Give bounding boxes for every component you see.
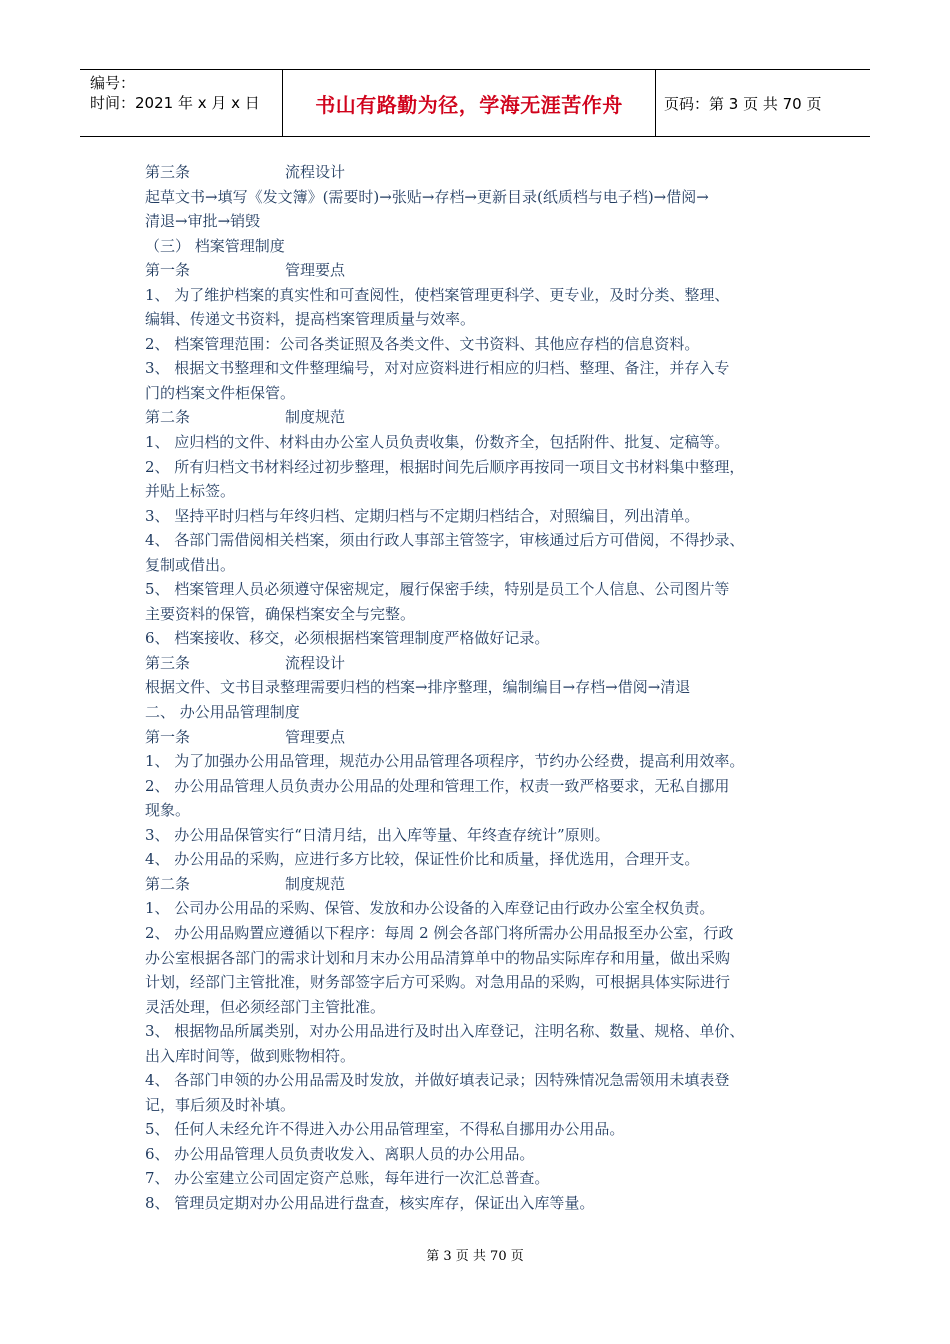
article-heading (145, 405, 815, 430)
body-text-line: 办公室根据各部门的需求计划和月末办公用品清算单中的物品实际库存和用量，做出采购 (145, 948, 731, 967)
body-text-line: 二、 办公用品管理制度 (145, 703, 300, 722)
body-text-line: 4、 办公用品的采购，应进行多方比较，保证性价比和质量，择优选用，合理开支。 (145, 850, 700, 869)
body-text-line: 并贴上标签。 (145, 482, 236, 501)
body-text-line: 起草文书→填写《发文簿》(需要时)→张贴→存档→更新目录(纸质档与电子档)→借阅→ (145, 187, 709, 206)
article-heading (145, 651, 815, 676)
article-title: 管理要点 (285, 727, 346, 746)
body-text-line: 1、 为了维护档案的真实性和可查阅性，使档案管理更科学、更专业，及时分类、整理、 (145, 285, 730, 304)
body-text-line: （三） 档案管理制度 (145, 236, 285, 255)
body-text-line: 2、 办公用品管理人员负责办公用品的处理和管理工作，权责一致严格要求，无私自挪用 (145, 776, 730, 795)
article-title: 流程设计 (285, 163, 346, 181)
article-number: 第一条 (145, 727, 191, 746)
body-text-line: 6、 档案接收、移交，必须根据档案管理制度严格做好记录。 (145, 629, 550, 648)
body-text-line: 编辑、传递文书资料，提高档案管理质量与效率。 (145, 310, 476, 329)
body-text-line: 记，事后须及时补填。 (145, 1095, 296, 1114)
body-text-line: 复制或借出。 (145, 555, 236, 574)
document-number-label: 编号： (90, 74, 136, 92)
article-number: 第二条 (145, 874, 191, 893)
body-text-line: 1、 应归档的文件、材料由办公室人员负责收集，份数齐全，包括附件、批复、定稿等。 (145, 433, 730, 452)
article-title: 管理要点 (285, 261, 346, 280)
document-body (145, 160, 815, 1216)
body-text-line: 灵活处理，但必须经部门主管批准。 (145, 997, 386, 1016)
body-text-line: 清退→审批→销毁 (145, 212, 261, 231)
body-text-line: 3、 办公用品保管实行“日清月结，出入库等量、年终查存统计”原则。 (145, 825, 610, 844)
document-date: 时间：2021 年 x 月 x 日 (90, 94, 260, 112)
article-title: 流程设计 (285, 653, 346, 672)
body-text-line: 2、 所有归档文书材料经过初步整理，根据时间先后顺序再按同一项目文书材料集中整理， (145, 457, 745, 476)
body-text-line: 2、 档案管理范围：公司各类证照及各类文件、文书资料、其他应存档的信息资料。 (145, 334, 700, 353)
body-text-line: 出入库时间等，做到账物相符。 (145, 1046, 356, 1065)
body-text-line: 5、 任何人未经允许不得进入办公用品管理室，不得私自挪用办公用品。 (145, 1120, 625, 1139)
article-title: 制度规范 (285, 874, 346, 893)
body-text-line: 6、 办公用品管理人员负责收发入、离职人员的办公用品。 (145, 1144, 535, 1163)
article-heading (145, 160, 815, 185)
header-meta (80, 70, 283, 136)
body-text-line: 根据文件、文书目录整理需要归档的档案→排序整理，编制编目→存档→借阅→清退 (145, 678, 691, 697)
header-page-number: 页码：第 3 页 共 70 页 (664, 94, 822, 113)
article-title: 制度规范 (285, 408, 346, 427)
page-footer: 第 3 页 共 70 页 (426, 1249, 524, 1264)
article-number: 第二条 (145, 408, 191, 427)
header-motto: 书山有路勤为径，学海无涯苦作舟 (283, 70, 656, 136)
body-text-line: 4、 各部门需借阅相关档案，须由行政人事部主管签字，审核通过后方可借阅，不得抄录、 (145, 531, 745, 550)
body-text-line: 1、 为了加强办公用品管理，规范办公用品管理各项程序，节约办公经费，提高利用效率。 (145, 752, 745, 771)
article-number: 第三条 (145, 163, 191, 181)
article-heading (145, 258, 815, 283)
article-heading (145, 725, 815, 750)
body-text-line: 3、 坚持平时归档与年终归档、定期归档与不定期归档结合，对照编目，列出清单。 (145, 506, 700, 525)
article-number: 第一条 (145, 261, 191, 280)
body-text-line: 现象。 (145, 801, 191, 820)
body-text-line: 4、 各部门申领的办公用品需及时发放，并做好填表记录；因特殊情况急需领用未填表登 (145, 1071, 730, 1090)
body-text-line: 7、 办公室建立公司固定资产总账，每年进行一次汇总普查。 (145, 1169, 550, 1188)
body-text-line: 计划，经部门主管批准，财务部签字后方可采购。对急用品的采购，可根据具体实际进行 (145, 973, 731, 992)
body-text-line: 3、 根据文书整理和文件整理编号，对对应资料进行相应的归档、整理、备注，并存入专 (145, 359, 730, 378)
body-text-line: 2、 办公用品购置应遵循以下程序：每周 2 例会各部门将所需办公用品报至办公室，行政 (145, 923, 734, 942)
article-heading (145, 872, 815, 897)
body-text-line: 门的档案文件柜保管。 (145, 383, 296, 402)
article-number: 第三条 (145, 653, 191, 672)
body-text-line: 主要资料的保管，确保档案安全与完整。 (145, 604, 416, 623)
body-text-line: 1、 公司办公用品的采购、保管、发放和办公设备的入库登记由行政办公室全权负责。 (145, 899, 715, 918)
body-text-line: 5、 档案管理人员必须遵守保密规定，履行保密手续，特别是员工个人信息、公司图片等 (145, 580, 730, 599)
page-header (80, 69, 870, 137)
body-text-line: 3、 根据物品所属类别，对办公用品进行及时出入库登记，注明名称、数量、规格、单价、 (145, 1022, 745, 1041)
body-text-line: 8、 管理员定期对办公用品进行盘查，核实库存，保证出入库等量。 (145, 1193, 595, 1212)
